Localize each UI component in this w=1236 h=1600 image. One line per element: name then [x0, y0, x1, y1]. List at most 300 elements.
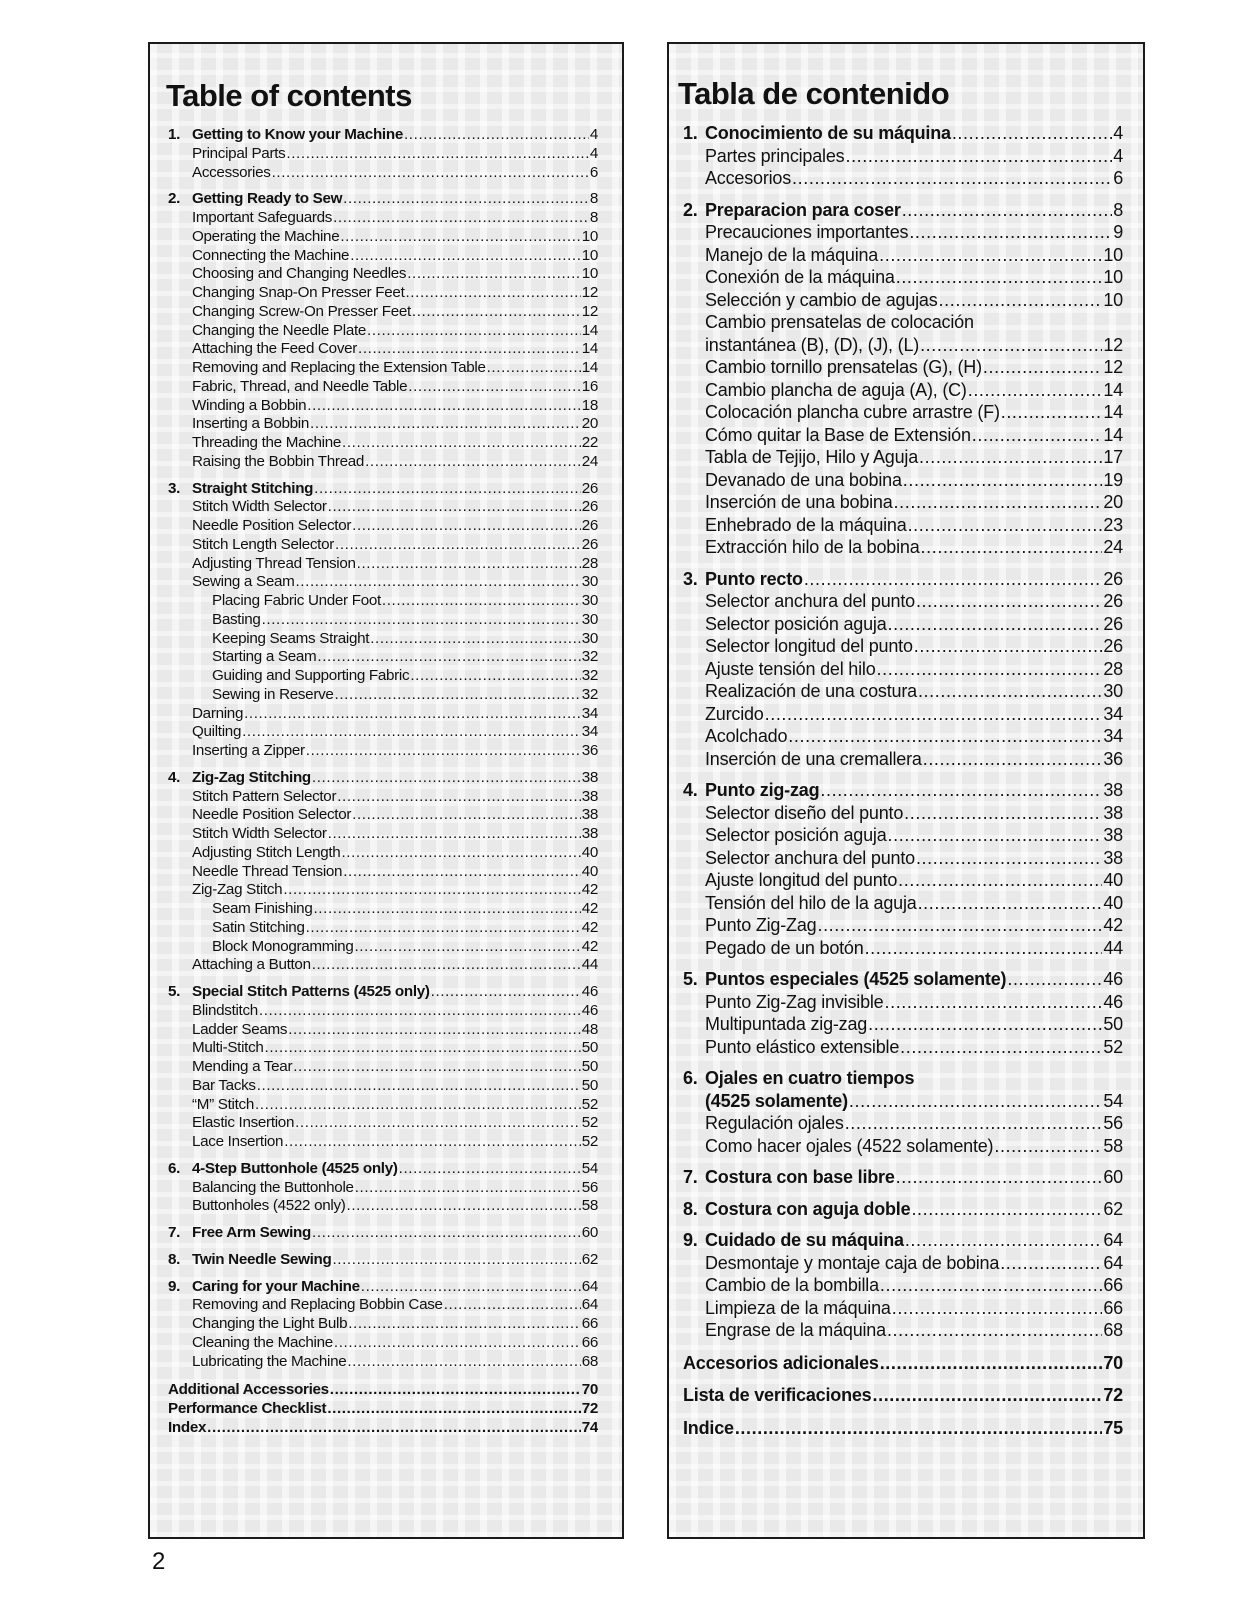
toc-entry	[168, 228, 598, 247]
dot-leader	[306, 742, 581, 761]
entry-title: Lubricating the Machine	[192, 1352, 347, 1370]
dot-leader	[370, 630, 581, 649]
spanish-toc-panel	[667, 42, 1145, 1539]
dot-leader	[916, 847, 1102, 870]
section-number: 5.	[168, 983, 181, 1000]
entry-title: Darning	[192, 704, 244, 722]
page-ref: 52	[581, 1095, 598, 1113]
entry-title: Indice	[683, 1417, 734, 1438]
page-ref: 8	[589, 209, 598, 226]
dot-leader	[444, 1296, 581, 1315]
dot-leader	[358, 340, 581, 359]
toc-section	[168, 480, 598, 761]
page-ref: 26	[1103, 613, 1123, 634]
entry-title: Sewing a Seam	[192, 573, 295, 591]
page-ref: 36	[1103, 748, 1123, 769]
dot-leader	[879, 244, 1102, 267]
toc-subentry	[168, 900, 598, 919]
section-heading	[168, 769, 598, 788]
entry-title: Twin Needle Sewing	[192, 1250, 332, 1268]
page-ref: 70	[1103, 1352, 1123, 1373]
dot-leader	[242, 723, 581, 742]
entry-title: Inserción de una bobina	[705, 492, 893, 512]
dot-leader	[908, 514, 1103, 537]
page-ref: 50	[581, 1058, 598, 1075]
toc-subentry	[168, 611, 598, 630]
dot-leader	[405, 284, 580, 303]
dot-leader	[920, 334, 1102, 357]
dot-leader	[333, 209, 589, 228]
toc-entry	[168, 1077, 598, 1096]
dot-leader	[410, 667, 580, 686]
dot-leader	[888, 613, 1103, 636]
page-ref: 38	[581, 806, 598, 824]
dot-leader	[307, 397, 580, 416]
toc-entry	[683, 1112, 1123, 1135]
toc-section	[683, 968, 1123, 1058]
dot-leader	[845, 1112, 1103, 1135]
toc-entry	[168, 723, 598, 742]
toc-appendix	[683, 1352, 1123, 1440]
dot-leader	[868, 1013, 1102, 1036]
page-ref: 26	[1103, 636, 1123, 656]
toc-entry	[683, 1274, 1123, 1297]
dot-leader	[313, 900, 580, 919]
entry-title: Costura con aguja doble	[705, 1198, 911, 1219]
toc-entry	[683, 590, 1123, 613]
entry-title: Attaching a Button	[192, 956, 311, 974]
toc-section	[168, 1251, 598, 1270]
entry-title: Stitch Pattern Selector	[192, 787, 337, 805]
entry-title: Tensión del hilo de la aguja	[705, 892, 917, 913]
page-ref: 52	[581, 1114, 598, 1132]
dot-leader	[340, 228, 580, 247]
dot-leader	[361, 1278, 581, 1297]
entry-title: Accesorios adicionales	[683, 1352, 879, 1373]
page-ref: 40	[581, 862, 598, 880]
page-ref: 28	[1103, 658, 1123, 679]
toc-entry	[168, 742, 598, 761]
appendix-entry	[168, 1419, 598, 1438]
entry-title: Adjusting Thread Tension	[192, 554, 356, 572]
page-ref: 30	[581, 592, 598, 609]
toc-entry	[168, 209, 598, 228]
toc-entry	[168, 1197, 598, 1216]
entry-title: Changing Screw-On Presser Feet	[192, 302, 411, 320]
dot-leader	[348, 1315, 580, 1334]
section-number: 7.	[168, 1224, 181, 1241]
page-ref: 6	[589, 163, 598, 181]
page-ref: 42	[581, 881, 598, 899]
page-ref: 32	[581, 685, 598, 703]
toc-entry	[683, 379, 1123, 402]
section-heading	[168, 190, 598, 209]
entry-title: Changing Snap-On Presser Feet	[192, 284, 405, 301]
entry-title: Important Safeguards	[192, 209, 333, 226]
section-number: 9.	[683, 1230, 698, 1250]
page-ref: 52	[581, 1133, 598, 1150]
toc-subentry	[168, 630, 598, 649]
toc-entry	[683, 311, 1123, 334]
page-ref: 22	[581, 434, 598, 451]
dot-leader	[914, 635, 1103, 658]
toc-entry	[168, 453, 598, 472]
dot-leader	[972, 424, 1103, 447]
toc-entry	[168, 1039, 598, 1058]
toc-entry	[168, 1315, 598, 1334]
dot-leader	[887, 1319, 1102, 1342]
toc-entry	[168, 573, 598, 592]
dot-leader	[765, 703, 1103, 726]
section-heading	[168, 126, 598, 145]
entry-title: Mending a Tear	[192, 1058, 293, 1075]
dot-leader	[911, 1198, 1102, 1221]
entry-title: Cuidado de su máquina	[705, 1230, 904, 1250]
toc-entry	[683, 356, 1123, 379]
toc-entry	[168, 881, 598, 900]
entry-title: “M” Stitch	[192, 1095, 254, 1113]
page-ref: 70	[581, 1381, 598, 1399]
page-ref: 16	[581, 377, 598, 395]
entry-title: Seam Finishing	[212, 900, 313, 917]
page-ref: 19	[1103, 469, 1123, 490]
dot-leader	[352, 517, 581, 536]
page-ref: 4	[589, 126, 598, 143]
entry-title: Cleaning the Machine	[192, 1333, 333, 1351]
page-ref: 38	[581, 768, 598, 786]
section-number: 2.	[683, 199, 698, 220]
section-number: 8.	[683, 1198, 698, 1219]
page-ref: 42	[581, 900, 598, 917]
dot-leader	[357, 555, 581, 574]
toc-entry	[683, 266, 1123, 289]
page-ref: 72	[1103, 1385, 1123, 1405]
page-ref: 40	[1103, 870, 1123, 890]
entry-title: Precauciones importantes	[705, 222, 909, 242]
page-ref: 38	[1103, 780, 1123, 800]
page-ref: 58	[581, 1197, 598, 1215]
toc-entry	[168, 1096, 598, 1115]
entry-title: Block Monogramming	[212, 937, 354, 955]
entry-title: Raising the Bobbin Thread	[192, 452, 365, 470]
dot-leader	[896, 266, 1103, 289]
page-ref: 46	[1103, 969, 1123, 989]
section-number: 9.	[168, 1277, 181, 1295]
toc-entry	[683, 1297, 1123, 1320]
dot-leader	[347, 1353, 580, 1372]
dot-leader	[293, 1058, 580, 1077]
toc-entry	[683, 1036, 1123, 1059]
page-ref: 26	[1103, 568, 1123, 589]
entry-title: Punto Zig-Zag	[705, 915, 817, 935]
dot-leader	[865, 937, 1103, 960]
toc-entry	[168, 303, 598, 322]
toc-entry	[168, 1058, 598, 1077]
page-ref: 32	[581, 667, 598, 684]
page-ref: 26	[1103, 591, 1123, 611]
dot-leader	[952, 122, 1112, 145]
toc-entry	[168, 806, 598, 825]
toc-entry	[683, 703, 1123, 726]
appendix-entry	[168, 1400, 598, 1419]
entry-title: Straight Stitching	[192, 479, 314, 497]
page-ref: 52	[1103, 1036, 1123, 1057]
entry-title: Selector anchura del punto	[705, 847, 915, 868]
page-ref: 10	[581, 227, 598, 245]
section-heading	[683, 1229, 1123, 1252]
entry-title: Removing and Replacing Bobbin Case	[192, 1296, 443, 1314]
entry-title: Colocación plancha cubre arrastre (F)	[705, 402, 1000, 422]
page-ref: 14	[581, 359, 598, 376]
toc-entry	[683, 536, 1123, 559]
toc-entry	[683, 635, 1123, 658]
dot-leader	[404, 126, 589, 145]
page-ref: 8	[1113, 199, 1123, 220]
entry-title: Winding a Bobbin	[192, 396, 307, 414]
page-ref: 26	[581, 479, 598, 497]
toc-entry	[168, 1021, 598, 1040]
dot-leader	[259, 1002, 581, 1021]
entry-title: Needle Thread Tension	[192, 862, 343, 880]
page-ref: 64	[581, 1277, 598, 1295]
appendix-entry	[683, 1417, 1123, 1440]
entry-title: Elastic Insertion	[192, 1114, 295, 1132]
entry-title: Lace Insertion	[192, 1133, 284, 1150]
section-number: 3.	[683, 568, 698, 589]
section-number: 2.	[168, 190, 181, 208]
dot-leader	[342, 434, 581, 453]
dot-leader	[880, 1352, 1103, 1375]
page-ref: 38	[581, 787, 598, 805]
page-ref: 4	[1113, 123, 1123, 143]
dot-leader	[335, 536, 581, 555]
page-ref: 26	[581, 498, 598, 516]
entry-title: Stitch Length Selector	[192, 535, 334, 553]
toc-entry	[683, 514, 1123, 537]
entry-title: instantánea (B), (D), (J), (L)	[705, 334, 920, 355]
entry-title: Punto Zig-Zag invisible	[705, 991, 884, 1012]
page-ref: 72	[581, 1400, 598, 1417]
page-ref: 46	[1103, 991, 1123, 1012]
toc-entry	[683, 991, 1123, 1014]
dot-leader	[328, 825, 581, 844]
toc-section	[168, 1224, 598, 1243]
entry-title: Cambio tornillo prensatelas (G), (H)	[705, 357, 982, 377]
dot-leader	[407, 265, 580, 284]
dot-leader	[382, 592, 581, 611]
entry-title: Selector longitud del punto	[705, 636, 913, 656]
dot-leader	[880, 1274, 1102, 1297]
section-number: 1.	[168, 126, 181, 143]
entry-title: Ajuste longitud del punto	[705, 870, 898, 890]
page-ref: 36	[581, 742, 598, 759]
entry-title: Desmontaje y montaje caja de bobina	[705, 1252, 1000, 1273]
toc-entry	[683, 221, 1123, 244]
dot-leader	[900, 1036, 1102, 1059]
dot-leader	[334, 1334, 581, 1353]
entry-title: Regulación ojales	[705, 1113, 844, 1133]
entry-title: Changing the Needle Plate	[192, 321, 367, 339]
toc-entry	[683, 847, 1123, 870]
dot-leader	[341, 844, 580, 863]
dot-leader	[905, 1229, 1103, 1252]
page-ref: 64	[1103, 1252, 1123, 1273]
toc-section	[683, 568, 1123, 771]
entry-title: Pegado de un botón	[705, 937, 864, 958]
page-ref: 10	[1103, 244, 1123, 265]
entry-title: Satin Stitching	[212, 918, 305, 936]
page-ref: 23	[1103, 514, 1123, 535]
entry-title: Ojales en cuatro tiempos	[705, 1068, 915, 1088]
entry-title: Accessories	[192, 163, 271, 181]
dot-leader	[408, 378, 580, 397]
dot-leader	[898, 869, 1102, 892]
entry-title: Cambio plancha de aguja (A), (C)	[705, 379, 967, 400]
page-ref: 58	[1103, 1135, 1123, 1156]
toc-entry	[168, 284, 598, 303]
dot-leader	[1000, 1252, 1102, 1275]
page-ref: 30	[581, 629, 598, 647]
toc-entry	[683, 244, 1123, 267]
entry-title: Operating the Machine	[192, 227, 340, 245]
page-ref: 20	[1103, 492, 1123, 512]
section-heading	[683, 779, 1123, 802]
toc-subentry	[168, 667, 598, 686]
page-ref: 12	[581, 284, 598, 301]
entry-title: Special Stitch Patterns (4525 only)	[192, 983, 430, 1000]
toc-section	[683, 779, 1123, 959]
page-ref: 75	[1103, 1417, 1123, 1438]
page-ref: 12	[1103, 334, 1123, 355]
entry-title: Selección y cambio de agujas	[705, 289, 938, 310]
dot-leader	[244, 705, 581, 724]
entry-title: Removing and Replacing the Extension Table	[192, 359, 486, 376]
page-ref: 38	[1103, 825, 1123, 845]
dot-leader	[343, 863, 581, 882]
entry-title: Engrase de la máquina	[705, 1320, 886, 1340]
toc-entry	[168, 1353, 598, 1372]
appendix-entry	[683, 1352, 1123, 1375]
toc-section	[683, 1198, 1123, 1221]
entry-title: Adjusting Stitch Length	[192, 843, 341, 861]
page-ref: 34	[1103, 726, 1123, 746]
section-number: 1.	[683, 123, 698, 143]
toc-entry	[168, 555, 598, 574]
section-number: 6.	[683, 1068, 698, 1088]
toc-entry	[683, 167, 1123, 190]
dot-leader	[909, 221, 1112, 244]
dot-leader	[352, 806, 581, 825]
page-ref: 46	[581, 1001, 598, 1019]
entry-title: Getting to Know your Machine	[192, 126, 403, 143]
toc-entry	[683, 937, 1123, 960]
entry-title: Performance Checklist	[168, 1400, 327, 1417]
page-ref: 46	[581, 983, 598, 1000]
toc-entry	[168, 415, 598, 434]
spanish-toc-title: Tabla de contenido	[678, 76, 950, 111]
toc-section	[168, 1278, 598, 1372]
toc-entry	[683, 892, 1123, 915]
spanish-toc-list	[683, 122, 1123, 1449]
toc-entry	[683, 424, 1123, 447]
page-ref: 66	[581, 1315, 598, 1332]
section-heading	[683, 1166, 1123, 1189]
toc-entry	[683, 1135, 1123, 1158]
page-ref: 34	[581, 704, 598, 722]
dot-leader	[921, 536, 1103, 559]
entry-title: Partes principales	[705, 145, 845, 166]
dot-leader	[918, 892, 1103, 915]
toc-entry	[683, 446, 1123, 469]
dot-leader	[788, 725, 1102, 748]
toc-entry	[683, 1252, 1123, 1275]
section-heading	[168, 1278, 598, 1297]
dot-leader	[845, 145, 1112, 168]
entry-title: Guiding and Supporting Fabric	[212, 667, 410, 684]
toc-appendix	[168, 1381, 598, 1437]
page-ref: 28	[581, 554, 598, 572]
section-number: 6.	[168, 1159, 181, 1177]
page-ref: 32	[581, 648, 598, 666]
entry-title: (4525 solamente)	[705, 1090, 848, 1111]
dot-leader	[272, 164, 589, 183]
entry-title: Extracción hilo de la bobina	[705, 537, 920, 557]
page-ref: 62	[581, 1250, 598, 1268]
section-heading	[683, 199, 1123, 222]
entry-title: Connecting the Machine	[192, 246, 350, 264]
entry-title: Punto elástico extensible	[705, 1036, 900, 1057]
dot-leader	[343, 190, 589, 209]
dot-leader	[286, 145, 588, 164]
entry-title: Multi-Stitch	[192, 1039, 264, 1057]
entry-title: Zurcido	[705, 703, 764, 724]
entry-title: Limpieza de la máquina	[705, 1297, 891, 1318]
dot-leader	[350, 247, 581, 266]
dot-leader	[983, 356, 1102, 379]
toc-subentry	[168, 919, 598, 938]
entry-title: Punto recto	[705, 568, 803, 589]
page-ref: 14	[1103, 379, 1123, 400]
page-ref: 34	[1103, 703, 1123, 724]
page-ref: 10	[581, 265, 598, 283]
toc-section	[168, 1160, 598, 1216]
entry-title: Ajuste tensión del hilo	[705, 658, 876, 679]
dot-leader	[332, 1251, 580, 1270]
toc-entry	[168, 1179, 598, 1198]
toc-subentry	[168, 686, 598, 705]
dot-leader	[317, 648, 580, 667]
page-ref: 66	[1103, 1275, 1123, 1295]
entry-title: Cambio de la bombilla	[705, 1275, 879, 1295]
toc-entry	[683, 613, 1123, 636]
entry-title: Costura con base libre	[705, 1167, 895, 1187]
toc-entry	[168, 536, 598, 555]
toc-entry	[168, 265, 598, 284]
toc-entry	[168, 498, 598, 517]
entry-title: Blindstitch	[192, 1001, 258, 1019]
section-heading	[168, 480, 598, 499]
appendix-entry	[683, 1384, 1123, 1407]
page-ref: 62	[1103, 1198, 1123, 1219]
toc-entry	[168, 164, 598, 183]
dot-leader	[939, 289, 1103, 312]
dot-leader	[431, 983, 581, 1002]
toc-entry	[168, 359, 598, 378]
dot-leader	[896, 1166, 1103, 1189]
dot-leader	[904, 802, 1102, 825]
toc-entry	[683, 145, 1123, 168]
page-ref: 38	[581, 825, 598, 842]
